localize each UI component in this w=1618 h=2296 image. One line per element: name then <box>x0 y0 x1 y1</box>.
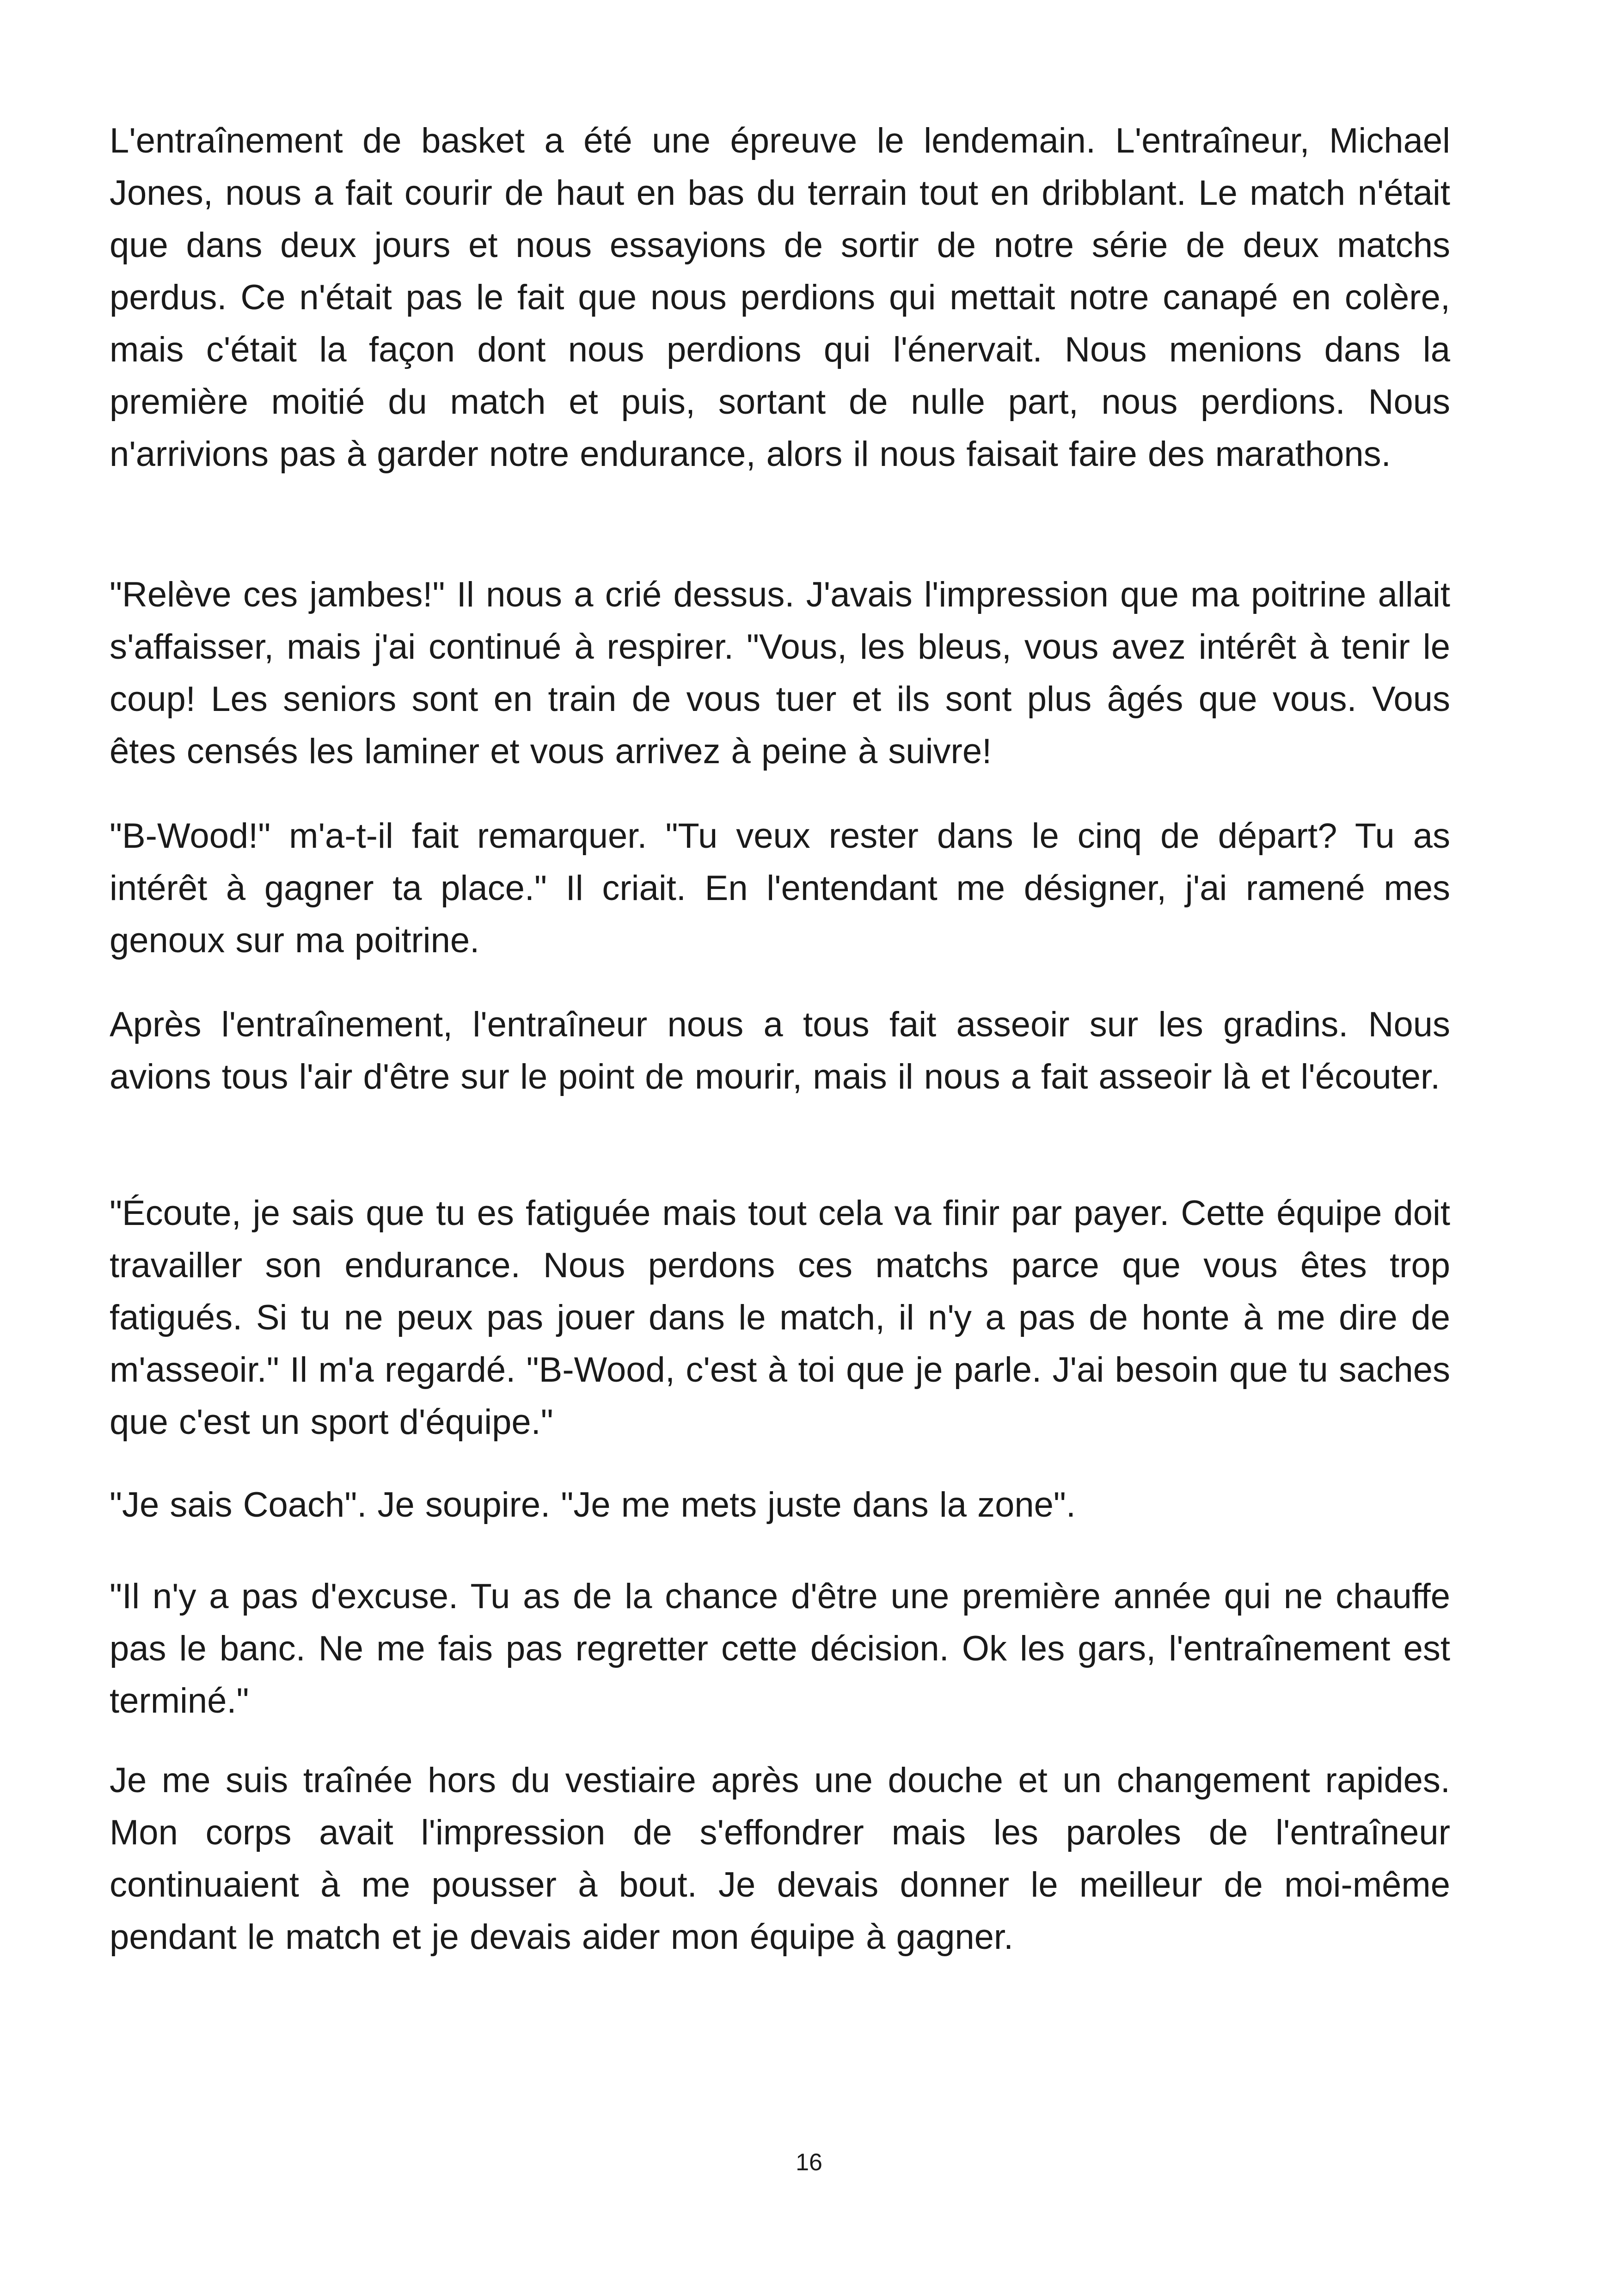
paragraph: Je me suis traînée hors du vestiaire après une douche et un changement rapides. Mon corps avait l'impression de s'effondrer mais les paroles de l'entraîneur continuaient à me pousser à bout. Je devais donner le meilleur de moi-même pendant le match et je devais aider mon équipe à gagner. <box>110 1761 1450 1957</box>
paragraph: "Il n'y a pas d'excuse. Tu as de la chance d'être une première année qui ne chauffe pas le banc. Ne me fais pas regretter cette décision. Ok les gars, l'entraînement est terminé." <box>110 1577 1450 1720</box>
page-number: 16 <box>796 2149 822 2176</box>
paragraph: "Je sais Coach". Je soupire. "Je me mets juste dans la zone". <box>110 1485 1076 1525</box>
paragraph: Après l'entraînement, l'entraîneur nous a tous fait asseoir sur les gradins. Nous avions tous l'air d'être sur le point de mourir, mais il nous a fait asseoir là et l'écouter. <box>110 1005 1450 1096</box>
paragraph: L'entraînement de basket a été une épreuve le lendemain. L'entraîneur, Michael Jones, nous a fait courir de haut en bas du terrain tout en dribblant. Le match n'était que dans deux jours et nous essayions de sortir de notre série de deux matchs perdus. Ce n'était pas le fait que nous perdions qui mettait notre canapé en colère, mais c'était la façon dont nous perdions qui l'énervait. Nous menions dans la première moitié du match et puis, sortant de nulle part, nous perdions. Nous n'arrivions pas à garder notre endurance, alors il nous faisait faire des marathons. <box>110 121 1450 474</box>
paragraph: "Relève ces jambes!" Il nous a crié dessus. J'avais l'impression que ma poitrine allait s'affaisser, mais j'ai continué à respirer. "Vous, les bleus, vous avez intérêt à tenir le coup! Les seniors sont en train de vous tuer et ils sont plus âgés que vous. Vous êtes censés les laminer et vous arrivez à peine à suivre! <box>110 575 1450 771</box>
paragraph: "Écoute, je sais que tu es fatiguée mais tout cela va finir par payer. Cette équipe doit travailler son endurance. Nous perdons ces matchs parce que vous êtes trop fatigués. Si tu ne peux pas jouer dans le match, il n'y a pas de honte à me dire de m'asseoir." Il m'a regardé. "B-Wood, c'est à toi que je parle. J'ai besoin que tu saches que c'est un sport d'équipe." <box>110 1194 1450 1442</box>
paragraph: "B-Wood!" m'a-t-il fait remarquer. "Tu veux rester dans le cinq de départ? Tu as intérêt à gagner ta place." Il criait. En l'entendant me désigner, j'ai ramené mes genoux sur ma poitrine. <box>110 816 1450 960</box>
